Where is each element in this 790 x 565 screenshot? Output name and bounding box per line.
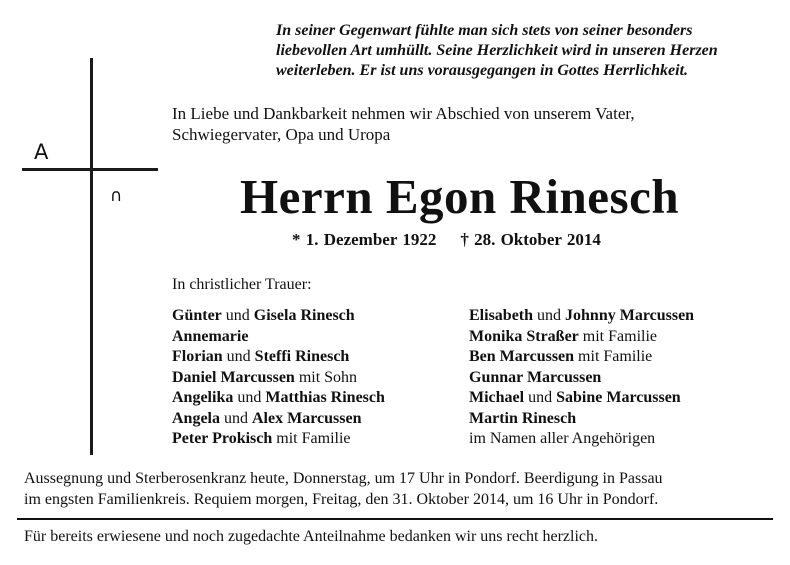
- intro-line: In Liebe und Dankbarkeit nehmen wir Abschied von unserem Vater,: [172, 104, 635, 123]
- mourner-entry: [469, 347, 694, 368]
- mourner-entry: [469, 306, 694, 327]
- notice-line: im engsten Familienkreis. Requiem morgen, Freitag, den 31. Oktober 2014, um 16 Uhr in Pondorf.: [24, 490, 659, 508]
- quote-block: [276, 21, 776, 81]
- mourner-name: Florian: [172, 348, 223, 365]
- cross-horizontal-bar: [22, 168, 158, 171]
- thanks-text: Für bereits erwiesene und noch zugedachte Anteilnahme bedanken wir uns recht herzlich.: [24, 528, 599, 545]
- omega-symbol: ∩: [110, 186, 123, 206]
- birth-date: * 1. Dezember 1922: [292, 230, 437, 249]
- mourner-name: Steffi Rinesch: [254, 348, 350, 365]
- mourner-entry: [469, 409, 694, 430]
- mourner-name: Matthias Rinesch: [265, 389, 385, 406]
- mourner-name: Angela: [172, 409, 220, 427]
- quote-line: In seiner Gegenwart fühlte man sich stets von seiner besonders: [276, 22, 693, 39]
- funeral-notice: [24, 469, 774, 510]
- mourner-name: Gunnar Marcussen: [469, 368, 602, 386]
- mourner-name: Sabine Marcussen: [556, 389, 681, 406]
- mourner-entry: [172, 368, 385, 389]
- mourner-text: und: [220, 409, 252, 427]
- mourner-text: mit Familie: [574, 348, 653, 365]
- alpha-symbol: A: [34, 140, 49, 164]
- deceased-name: Herrn Egon Rinesch: [240, 169, 680, 224]
- mourner-text: und: [524, 389, 557, 406]
- mourner-entry: [469, 429, 694, 450]
- mourner-text: mit Sohn: [294, 368, 358, 386]
- mourner-name: Gisela Rinesch: [253, 307, 355, 324]
- mourner-name: Peter Prokisch: [172, 430, 273, 447]
- mourner-name: Angelika: [172, 389, 234, 406]
- mourner-name: Elisabeth: [469, 307, 534, 324]
- mourner-text: im Namen aller Angehörigen: [469, 430, 656, 447]
- mourner-entry: [172, 409, 385, 430]
- mourner-text: mit Familie: [272, 430, 351, 447]
- mourner-text: und: [233, 389, 266, 406]
- mourner-name: Alex Marcussen: [252, 409, 362, 427]
- mourners-right-column: [469, 306, 694, 450]
- mourner-name: Martin Rinesch: [469, 409, 577, 427]
- mourner-name: Monika Straßer: [469, 327, 579, 345]
- intro-text: [172, 103, 732, 145]
- mourner-text: und: [222, 348, 255, 365]
- mourner-text: und: [221, 307, 254, 324]
- mourner-entry: [172, 388, 385, 409]
- mourner-name: Ben Marcussen: [469, 348, 575, 365]
- quote-line: weiterleben. Er ist uns vorausgegangen in Gottes Herrlichkeit.: [276, 62, 689, 79]
- intro-line: Schwiegervater, Opa und Uropa: [172, 125, 391, 144]
- mourner-entry: [172, 327, 385, 348]
- cross-vertical-bar: [90, 58, 93, 455]
- death-date: † 28. Oktober 2014: [460, 230, 601, 249]
- mourner-entry: [172, 347, 385, 368]
- mourner-text: mit Familie: [578, 327, 657, 345]
- mourner-entry: [469, 368, 694, 389]
- notice-line: Aussegnung und Sterberosenkranz heute, Donnerstag, um 17 Uhr in Pondorf. Beerdigung in Passau: [24, 470, 663, 487]
- mourner-entry: [469, 388, 694, 409]
- mourner-entry: [172, 306, 385, 327]
- mourner-entry: [469, 327, 694, 348]
- mourner-entry: [172, 429, 385, 450]
- mourner-name: Daniel Marcussen: [172, 368, 295, 386]
- life-dates: [292, 230, 601, 250]
- mourner-name: Michael: [469, 389, 525, 406]
- mourner-name: Johnny Marcussen: [565, 307, 695, 324]
- mourner-name: Annemarie: [172, 327, 249, 345]
- quote-line: liebevollen Art umhüllt. Seine Herzlichkeit wird in unseren Herzen: [276, 42, 718, 59]
- mourner-text: und: [533, 307, 566, 324]
- mourners-left-column: [172, 306, 385, 450]
- mourning-label: In christlicher Trauer:: [172, 276, 312, 293]
- divider-rule: [17, 518, 773, 520]
- mourner-name: Günter: [172, 307, 222, 324]
